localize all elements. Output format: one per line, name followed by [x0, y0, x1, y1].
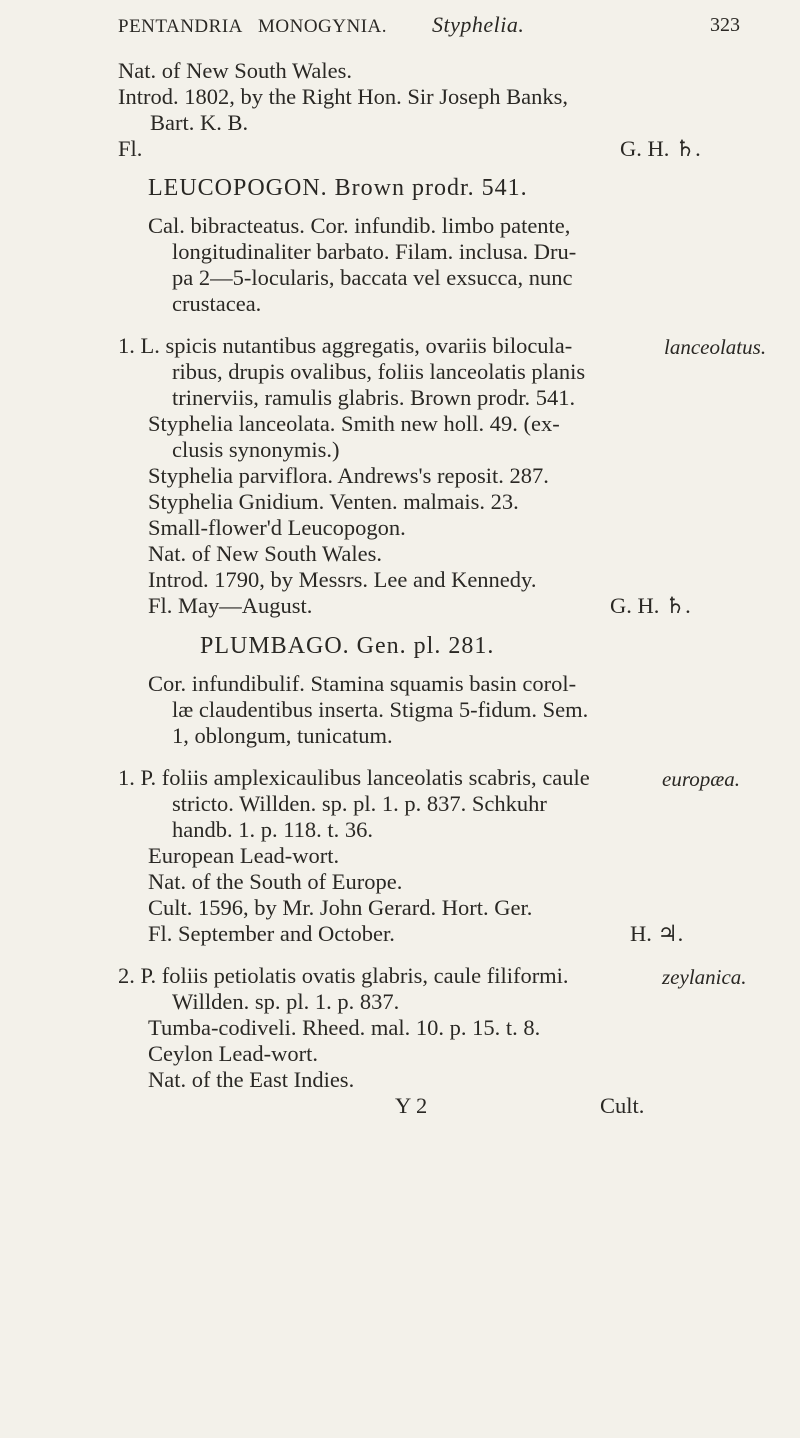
text-line: pa 2—5-locularis, baccata vel exsucca, nunc [172, 265, 573, 290]
text-line: Fl. [118, 136, 143, 161]
text-line: Fl. September and October. [148, 921, 395, 946]
text-line: Willden. sp. pl. 1. p. 837. [172, 989, 400, 1014]
text-line: læ claudentibus inserta. Stigma 5-fidum. Sem. [172, 697, 589, 722]
text-line: European Lead-wort. [148, 843, 340, 868]
text-line: Styphelia Gnidium. Venten. malmais. 23. [148, 489, 519, 514]
text-line: stricto. Willden. sp. pl. 1. p. 837. Schkuhr [172, 791, 547, 816]
text-line: longitudinaliter barbato. Filam. inclusa. Dru- [172, 239, 577, 264]
text-line: 1. P. foliis amplexicaulibus lanceolatis scabris, caule [118, 765, 590, 790]
text-line: Tumba-codiveli. Rheed. mal. 10. p. 15. t. 8. [148, 1015, 541, 1040]
text-line: clusis synonymis.) [172, 437, 340, 462]
text-line: Y 2 [395, 1093, 428, 1118]
text-line: Small-flower'd Leucopogon. [148, 515, 406, 540]
running-head-left: PENTANDRIA [118, 16, 243, 37]
text-line: Nat. of New South Wales. [118, 58, 352, 83]
text-line: Styphelia parviflora. Andrews's reposit. 287. [148, 463, 549, 488]
text-line: Nat. of New South Wales. [148, 541, 382, 566]
text-line: handb. 1. p. 118. t. 36. [172, 817, 374, 842]
marginal-species-name: lanceolatus. [664, 335, 767, 359]
text-line: Fl. May—August. [148, 593, 313, 618]
text-line: G. H. ♄. [620, 136, 701, 161]
text-line: Cult. [600, 1093, 645, 1118]
text-line: H. ♃. [630, 921, 684, 946]
text-line: Nat. of the South of Europe. [148, 869, 403, 894]
text-line: Cor. infundibulif. Stamina squamis basin corol- [148, 671, 577, 696]
text-line: Cal. bibracteatus. Cor. infundib. limbo patente, [148, 213, 571, 238]
text-line: Nat. of the East Indies. [148, 1067, 355, 1092]
text-line: Styphelia lanceolata. Smith new holl. 49. (ex- [148, 411, 560, 436]
text-line: 2. P. foliis petiolatis ovatis glabris, caule filiformi. [118, 963, 569, 988]
marginal-species-name: europæa. [662, 767, 740, 791]
text-line: ribus, drupis ovalibus, foliis lanceolatis planis [172, 359, 586, 384]
running-head-right: Styphelia. [432, 12, 525, 37]
text-line: trinerviis, ramulis glabris. Brown prodr. 541. [172, 385, 576, 410]
page-number: 323 [710, 14, 740, 36]
text-line: LEUCOPOGON. Brown prodr. 541. [148, 175, 528, 201]
text-line: Cult. 1596, by Mr. John Gerard. Hort. Ger. [148, 895, 533, 920]
text-line: 1. L. spicis nutantibus aggregatis, ovariis bilocula- [118, 333, 573, 358]
text-line: crustacea. [172, 291, 262, 316]
text-line: Introd. 1790, by Messrs. Lee and Kennedy. [148, 567, 537, 592]
marginal-species-name: zeylanica. [662, 965, 747, 989]
text-line: 1, oblongum, tunicatum. [172, 723, 393, 748]
text-line: Ceylon Lead-wort. [148, 1041, 318, 1066]
text-line: Introd. 1802, by the Right Hon. Sir Joseph Banks, [118, 84, 568, 109]
text-line: G. H. ♄. [610, 593, 691, 618]
text-line: Bart. K. B. [150, 110, 249, 135]
text-line: PLUMBAGO. Gen. pl. 281. [200, 633, 495, 659]
running-head-middle: MONOGYNIA. [258, 16, 388, 37]
